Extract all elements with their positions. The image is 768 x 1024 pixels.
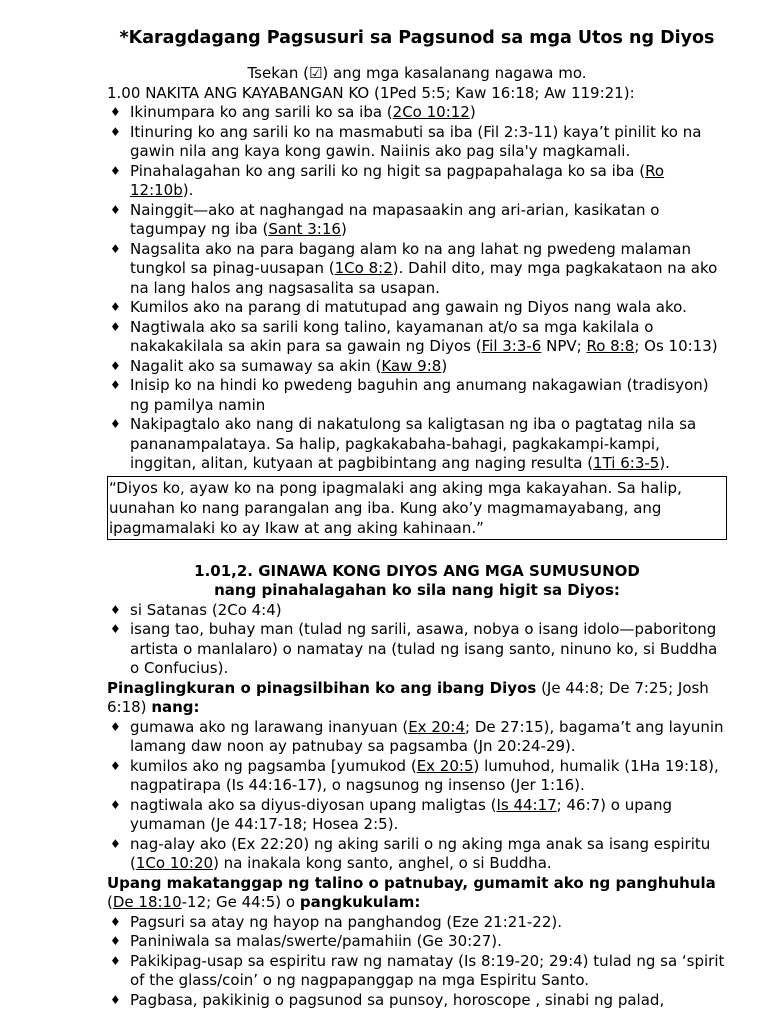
subsection-1-list [107,718,727,874]
scripture-ref: 1Ti 6:3-5 [593,454,660,472]
subsection-heading-divination: Upang makatanggap ng talino o patnubay, gumamit ako ng panghuhula (De 18:10-12; Ge 44:5) o pangkukulam: [107,873,716,911]
scripture-ref: Ex 20:4 [408,717,466,736]
list-item[interactable]: ♦ Nakipagtalo ako nang di nakatulong sa kaligtasan ng iba o pagtatag nila sa pananampalataya. Sa halip, pagkakabaha-bahagi, pagkakampi-kampi, inggitan, alitan, kutyaan at pagbibintang ang naging resulta (1Ti 6:3-5). [107,415,727,474]
list-item[interactable]: ♦ Pinahalagahan ko ang sarili ko ng higit sa pagpapahalaga ko sa iba (Ro 12:10b). [107,162,727,201]
scripture-ref: De 18:10 [112,893,182,911]
scripture-ref: 1Co 10:20 [135,854,214,872]
scripture-ref: Ro 12:10b [130,161,665,199]
scripture-ref: 1Co 8:2 [334,259,393,277]
section-2-heading [107,562,727,601]
list-item[interactable]: ♦ Nainggit—ako at naghangad na mapasaakin ang ari-arian, kasikatan o tagumpay ng iba (Sant 3:16) [107,201,727,240]
section-1-title: NAKITA ANG KAYABANGAN KO [145,83,370,102]
instruction: Tsekan (☑) ang mga kasalanang nagawa mo. [247,64,587,82]
list-item[interactable]: ♦ Itinuring ko ang sarili ko na masmabuti sa iba (Fil 2:3-11) kaya’t pinilit ko na gawin nila ang kaya kong gawin. Naiinis ako pag sila'y magkamali. [107,123,727,162]
page-title: *Karagdagang Pagsusuri sa Pagsunod sa mga Utos ng Diyos [119,28,715,48]
section-1-refs: (1Ped 5:5; Kaw 16:18; Aw 119:21): [374,83,635,102]
scripture-ref: Kaw 9:8 [381,356,442,375]
list-item[interactable]: ♦ Paniniwala sa malas/swerte/pamahiin (Ge 30:27). [107,932,727,952]
scripture-ref: 2Co 10:12 [392,103,470,121]
list-item[interactable]: ♦ nagtiwala ako sa diyus-diyosan upang maligtas (Is 44:17; 46:7) o upang yumaman (Je 44:17-18; Hosea 2:5). [107,796,727,835]
subsection-heading-serving-other-gods: Pinaglingkuran o pinagsilbihan ko ang ibang Diyos (Je 44:8; De 7:25; Josh 6:18) nang: [107,678,709,716]
prayer-box: “Diyos ko, ayaw ko na pong ipagmalaki ang aking mga kakayahan. Sa halip, uunahan ko nang parangalan ang iba. Kung ako’y magmamayabang, ang ipagmamalaki ko ay Ikaw at ang aking kahinaan.” [107,476,727,540]
list-item[interactable]: ♦ Nagalit ako sa sumaway sa akin (Kaw 9:8) [107,357,727,377]
list-item[interactable]: ♦ Nagsalita ako na para bagang alam ko na ang lahat ng pwedeng malaman tungkol sa pinag-uusapan (1Co 8:2). Dahil dito, may mga pagkakataon na ako na lang halos ang nagsasalita sa usapan. [107,240,727,299]
section-1-heading [107,84,727,104]
list-item[interactable]: ♦ Inisip ko na hindi ko pwedeng baguhin ang anumang nakagawian (tradisyon) ng pamilya namin [107,376,727,415]
list-item[interactable]: ♦ Pagsuri sa atay ng hayop na panghandog (Eze 21:21-22). [107,913,727,933]
document-page [107,24,727,1010]
scripture-ref: Sant 3:16 [268,220,341,238]
list-item[interactable]: ♦ kumilos ako ng pagsamba [yumukod (Ex 20:5) lumuhod, humalik (1Ha 19:18), nagpatirapa (Is 44:16-17), o nagsunog ng insenso (Jer 1:16). [107,757,727,796]
section-2-subtitle: nang pinahalagahan ko sila nang higit sa Diyos: [214,581,620,599]
scripture-ref: Ro 8:8 [586,337,635,355]
list-item[interactable]: ♦ Ikinumpara ko ang sarili ko sa iba (2Co 10:12) [107,103,727,123]
scripture-ref: Is 44:17 [496,795,557,814]
section-1-number: 1.00 [107,83,141,102]
list-item[interactable]: ♦ Nagtiwala ako sa sarili kong talino, kayamanan at/o sa mga kakilala o nakakakilala sa akin para sa gawain ng Diyos (Fil 3:3-6 NPV; Ro 8:8; Os 10:13) [107,318,727,357]
list-item[interactable]: ♦ Pagbasa, pakikinig o pagsunod sa punsoy, horoscope , sinabi ng palad, [107,991,727,1011]
subsection-2-list [107,913,727,1011]
section-1-list [107,103,727,474]
section-2-list [107,601,727,679]
list-item[interactable]: ♦ gumawa ako ng larawang inanyuan (Ex 20:4; De 27:15), bagama’t ang layunin lamang daw noon ay patnubay sa pagsamba (Jn 20:24-29). [107,718,727,757]
list-item[interactable]: ♦ si Satanas (2Co 4:4) [107,601,727,621]
list-item[interactable]: ♦ nag-alay ako (Ex 22:20) ng aking sarili o ng aking mga anak sa isang espiritu (1Co 10:20) na inakala kong santo, anghel, o si Buddha. [107,835,727,874]
section-2-title: 1.01,2. GINAWA KONG DIYOS ANG MGA SUMUSUNOD [194,561,640,580]
scripture-ref: Fil 3:3-6 [481,337,542,355]
list-item[interactable]: ♦ isang tao, buhay man (tulad ng sarili, asawa, nobya o isang idolo—paboritong artista o manlalaro) o namatay na (tulad ng isang santo, ninuno ko, si Buddha o Confucius). [107,620,727,679]
scripture-ref: Ex 20:5 [416,756,474,775]
list-item[interactable]: ♦ Kumilos ako na parang di matutupad ang gawain ng Diyos nang wala ako. [107,298,727,318]
list-item[interactable]: ♦ Pakikipag-usap sa espiritu raw ng namatay (Is 8:19-20; 29:4) tulad ng sa ‘spirit of the glass/coin’ o ng nagpapanggap na mga Espiritu Santo. [107,952,727,991]
